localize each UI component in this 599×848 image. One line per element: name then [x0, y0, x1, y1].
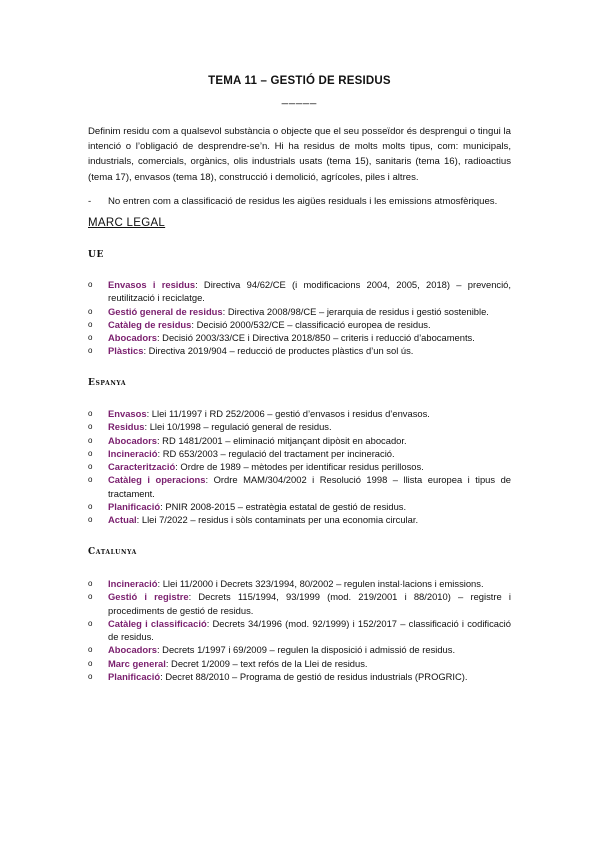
note-text: No entren com a classificació de residus les aigües residuals i les emissions atmosfèriques. [108, 196, 498, 207]
bullet-icon: o [88, 579, 93, 588]
item-keyword: Planificació [108, 671, 161, 683]
item-text: : Directiva 2019/904 – reducció de productes plàstics d’un sol ús. [143, 345, 414, 357]
list-item [88, 278, 511, 305]
bullet-icon: o [88, 435, 93, 445]
bullet-icon: o [88, 658, 93, 668]
item-keyword: Planificació [108, 501, 161, 513]
list-item [88, 447, 511, 460]
list-item [88, 643, 511, 656]
catalunya-list [88, 577, 511, 683]
page-title: TEMA 11 – GESTIÓ DE RESIDUS [208, 75, 391, 87]
list-item [88, 460, 511, 473]
item-text: : Directiva 94/62/CE (i modificacions 2004, 2005, 2018) – prevenció, reutilització i reciclatge. [108, 279, 511, 304]
catalunya-heading: Catalunya [88, 547, 137, 557]
bullet-icon: o [88, 346, 93, 356]
item-text: : Ordre MAM/304/2002 i Resolució 1998 – llista europea i tipus de tractament. [108, 474, 511, 499]
list-item [88, 318, 511, 331]
espanya-heading: Espanya [88, 378, 127, 388]
list-item [88, 331, 511, 344]
bullet-icon: o [88, 645, 93, 655]
bullet-icon: o [88, 422, 93, 432]
bullet-icon: o [88, 280, 93, 289]
item-text: : Decrets 34/1996 (mod. 92/1999) i 152/2017 – classificació i codificació de residus. [108, 617, 511, 643]
item-text: : Decisió 2003/33/CE i Directiva 2018/850 – criteris i reducció d’abocaments. [156, 332, 475, 344]
bullet-icon: o [88, 319, 93, 329]
bullet-icon: o [88, 592, 93, 602]
item-keyword: Envasos [108, 408, 147, 419]
list-item [88, 420, 511, 433]
list-item [88, 407, 511, 420]
item-keyword: Abocadors [108, 644, 157, 656]
list-item [88, 577, 511, 590]
bullet-icon: o [88, 618, 93, 628]
item-text: : Ordre de 1989 – mètodes per identificar residus perillosos. [175, 461, 424, 473]
item-text: : RD 1481/2001 – eliminació mitjançant dipòsit en abocador. [156, 434, 407, 446]
item-keyword: Residus [108, 421, 145, 433]
list-item [88, 513, 511, 526]
list-item [88, 473, 511, 500]
bullet-icon: o [88, 462, 93, 472]
item-keyword: Catàleg de residus [108, 318, 192, 330]
list-item [88, 590, 511, 617]
marc-legal-heading: MARC LEGAL [88, 217, 166, 229]
list-item [88, 434, 511, 447]
bullet-icon: o [88, 333, 93, 343]
bullet-icon: o [88, 475, 93, 485]
bullet-icon: o [88, 306, 93, 316]
title-underline: _____ [281, 93, 318, 105]
bullet-icon: o [88, 448, 93, 458]
list-item [88, 657, 511, 670]
list-item [88, 305, 511, 318]
list-item [88, 500, 511, 513]
item-keyword: Gestió general de residus [108, 305, 223, 317]
list-item [88, 670, 511, 683]
intro-paragraph: Definim residu com a qualsevol substància o objecte que el seu posseïdor és desprengui o tingui la intenció o l’obligació de desprendre-se’n. Hi ha residus de molts molts tipus, com: municipals, industrials, comercials, orgànics, olis industrials usats (tema 15), sanitaris (tema 16), radioactius (tema 17), envasos (tema 18), construcció i demolició, agrícoles, piles i altres. [88, 126, 511, 183]
item-keyword: Gestió i registre [108, 591, 189, 603]
item-text: : Decrets 115/1994, 93/1999 (mod. 219/2001 i 88/2010) – registre i procediments de gestió de residus. [108, 591, 511, 616]
dash-marker: - [88, 196, 92, 207]
item-keyword: Actual [108, 514, 137, 526]
item-text: : Decret 88/2010 – Programa de gestió de residus industrials (PROGRIC). [160, 671, 468, 683]
list-item [88, 344, 511, 357]
item-text: : RD 653/2003 – regulació del tractament per incineració. [157, 447, 395, 459]
item-keyword: Catàleg i classificació [108, 617, 207, 629]
item-text: : Llei 7/2022 – residus i sòls contaminats per una economia circular. [136, 514, 419, 526]
item-text: : Decret 1/2009 – text refós de la Llei de residus. [165, 657, 368, 669]
bullet-icon: o [88, 502, 93, 512]
item-text: : Llei 11/2000 i Decrets 323/1994, 80/2002 – regulen instal·lacions i emissions. [157, 578, 484, 589]
item-keyword: Envasos i residus [108, 279, 196, 290]
ue-heading: UE [88, 250, 104, 260]
item-keyword: Incineració [108, 578, 158, 589]
ue-list [88, 278, 511, 358]
item-keyword: Incineració [108, 447, 158, 459]
item-text: : Llei 11/1997 i RD 252/2006 – gestió d’envasos i residus d’envasos. [146, 408, 430, 419]
item-keyword: Plàstics [108, 345, 144, 357]
espanya-list [88, 407, 511, 527]
item-keyword: Abocadors [108, 434, 157, 446]
item-keyword: Caracterització [108, 461, 176, 473]
bullet-icon: o [88, 672, 93, 682]
bullet-icon: o [88, 515, 93, 525]
item-text: : PNIR 2008-2015 – estratègia estatal de gestió de residus. [160, 501, 407, 513]
item-text: : Llei 10/1998 – regulació general de residus. [144, 421, 332, 433]
item-text: : Decrets 1/1997 i 69/2009 – regulen la disposició i admissió de residus. [156, 644, 456, 656]
item-keyword: Marc general [108, 657, 166, 669]
bullet-icon: o [88, 409, 93, 418]
item-keyword: Abocadors [108, 332, 157, 344]
item-text: : Decisió 2000/532/CE – classificació europea de residus. [191, 318, 431, 330]
item-text: : Directiva 2008/98/CE – jerarquia de residus i gestió sostenible. [222, 305, 489, 317]
list-item [88, 617, 511, 644]
item-keyword: Catàleg i operacions [108, 474, 206, 486]
